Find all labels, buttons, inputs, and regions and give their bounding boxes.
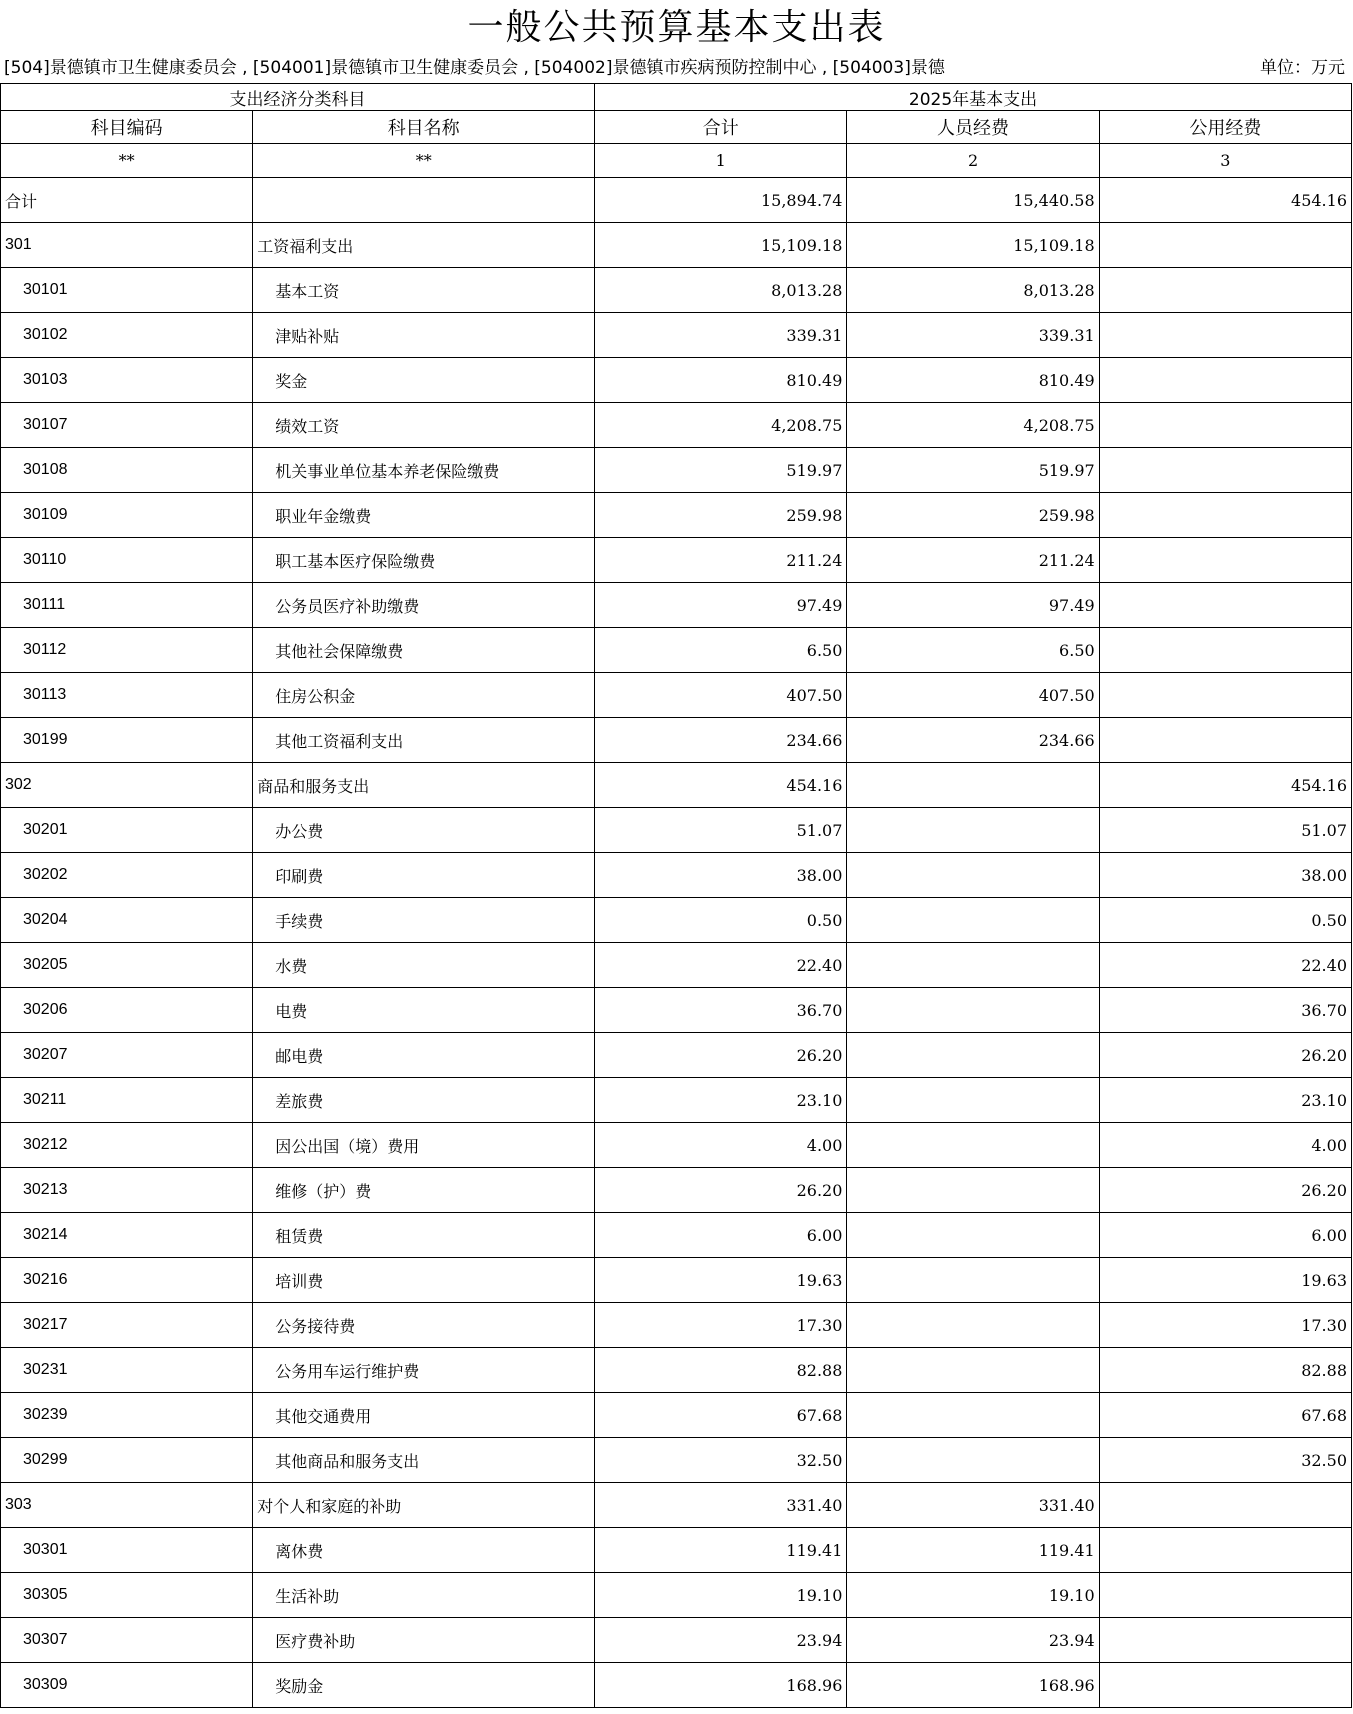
row-personnel xyxy=(847,988,1099,1033)
row-total: 38.00 xyxy=(595,853,847,898)
row-personnel: 19.10 xyxy=(847,1573,1099,1618)
row-total: 26.20 xyxy=(595,1033,847,1078)
table-body xyxy=(1,178,1352,1708)
row-name: 奖励金 xyxy=(253,1663,595,1708)
table-row xyxy=(1,808,1352,853)
row-public xyxy=(1099,358,1351,403)
row-name: 奖金 xyxy=(253,358,595,403)
row-personnel: 119.41 xyxy=(847,1528,1099,1573)
row-total: 17.30 xyxy=(595,1303,847,1348)
row-code: 30199 xyxy=(1,718,253,763)
row-code: 合计 xyxy=(1,178,253,223)
row-total: 810.49 xyxy=(595,358,847,403)
row-total: 23.94 xyxy=(595,1618,847,1663)
row-personnel: 15,109.18 xyxy=(847,223,1099,268)
row-public xyxy=(1099,1663,1351,1708)
table-row xyxy=(1,313,1352,358)
row-total: 4.00 xyxy=(595,1123,847,1168)
row-total: 331.40 xyxy=(595,1483,847,1528)
row-total: 23.10 xyxy=(595,1078,847,1123)
row-public xyxy=(1099,718,1351,763)
table-row xyxy=(1,403,1352,448)
table-row xyxy=(1,988,1352,1033)
header-index-row xyxy=(1,144,1352,178)
row-personnel: 211.24 xyxy=(847,538,1099,583)
row-public: 23.10 xyxy=(1099,1078,1351,1123)
table-row xyxy=(1,1213,1352,1258)
row-name: 医疗费补助 xyxy=(253,1618,595,1663)
row-code: 30112 xyxy=(1,628,253,673)
row-name: 工资福利支出 xyxy=(253,223,595,268)
table-row xyxy=(1,1123,1352,1168)
row-code: 30299 xyxy=(1,1438,253,1483)
row-total: 4,208.75 xyxy=(595,403,847,448)
row-personnel xyxy=(847,1168,1099,1213)
row-code: 30217 xyxy=(1,1303,253,1348)
table-row xyxy=(1,718,1352,763)
row-public: 454.16 xyxy=(1099,178,1351,223)
row-total: 26.20 xyxy=(595,1168,847,1213)
row-code: 30213 xyxy=(1,1168,253,1213)
row-personnel: 23.94 xyxy=(847,1618,1099,1663)
row-public xyxy=(1099,223,1351,268)
row-public: 36.70 xyxy=(1099,988,1351,1033)
row-code: 30204 xyxy=(1,898,253,943)
row-code: 30239 xyxy=(1,1393,253,1438)
row-public: 4.00 xyxy=(1099,1123,1351,1168)
row-code: 30201 xyxy=(1,808,253,853)
row-code: 30211 xyxy=(1,1078,253,1123)
row-public xyxy=(1099,448,1351,493)
header-group-right: 2025年基本支出 xyxy=(595,84,1352,111)
table-row xyxy=(1,1483,1352,1528)
row-personnel: 407.50 xyxy=(847,673,1099,718)
page-title: 一般公共预算基本支出表 xyxy=(467,7,886,48)
row-name: 其他交通费用 xyxy=(253,1393,595,1438)
row-name: 绩效工资 xyxy=(253,403,595,448)
row-name: 邮电费 xyxy=(253,1033,595,1078)
row-name: 公务接待费 xyxy=(253,1303,595,1348)
row-code: 30305 xyxy=(1,1573,253,1618)
row-public xyxy=(1099,583,1351,628)
row-total: 19.10 xyxy=(595,1573,847,1618)
row-code: 30111 xyxy=(1,583,253,628)
table-row xyxy=(1,358,1352,403)
header-group-row xyxy=(1,84,1352,111)
row-code: 30202 xyxy=(1,853,253,898)
row-personnel xyxy=(847,853,1099,898)
table-row xyxy=(1,178,1352,223)
row-name: 生活补助 xyxy=(253,1573,595,1618)
unit-list: [504]景德镇市卫生健康委员会 , [504001]景德镇市卫生健康委员会 , [504002]景德镇市疾病预防控制中心 , [504003]景德 xyxy=(4,58,945,78)
row-name: 公务员医疗补助缴费 xyxy=(253,583,595,628)
row-public: 82.88 xyxy=(1099,1348,1351,1393)
row-public: 22.40 xyxy=(1099,943,1351,988)
table-row xyxy=(1,538,1352,583)
row-public: 0.50 xyxy=(1099,898,1351,943)
row-total: 15,894.74 xyxy=(595,178,847,223)
row-public xyxy=(1099,1483,1351,1528)
table-row xyxy=(1,1258,1352,1303)
row-personnel xyxy=(847,1348,1099,1393)
row-name: 差旅费 xyxy=(253,1078,595,1123)
table-row xyxy=(1,1618,1352,1663)
row-code: 303 xyxy=(1,1483,253,1528)
table-row xyxy=(1,898,1352,943)
table-row xyxy=(1,448,1352,493)
row-code: 30107 xyxy=(1,403,253,448)
row-public xyxy=(1099,628,1351,673)
row-public: 19.63 xyxy=(1099,1258,1351,1303)
header-personnel: 人员经费 xyxy=(847,111,1099,144)
index-name: ** xyxy=(253,144,595,178)
row-personnel: 6.50 xyxy=(847,628,1099,673)
row-code: 30301 xyxy=(1,1528,253,1573)
row-personnel: 4,208.75 xyxy=(847,403,1099,448)
table-row xyxy=(1,1033,1352,1078)
row-public xyxy=(1099,538,1351,583)
row-code: 30102 xyxy=(1,313,253,358)
row-code: 30212 xyxy=(1,1123,253,1168)
row-personnel: 8,013.28 xyxy=(847,268,1099,313)
row-name: 其他商品和服务支出 xyxy=(253,1438,595,1483)
row-personnel: 331.40 xyxy=(847,1483,1099,1528)
row-public xyxy=(1099,268,1351,313)
row-code: 30205 xyxy=(1,943,253,988)
row-public xyxy=(1099,1528,1351,1573)
row-personnel: 168.96 xyxy=(847,1663,1099,1708)
row-total: 8,013.28 xyxy=(595,268,847,313)
row-total: 119.41 xyxy=(595,1528,847,1573)
row-public xyxy=(1099,493,1351,538)
table-row xyxy=(1,583,1352,628)
row-personnel: 519.97 xyxy=(847,448,1099,493)
row-name: 手续费 xyxy=(253,898,595,943)
row-name: 公务用车运行维护费 xyxy=(253,1348,595,1393)
row-personnel: 259.98 xyxy=(847,493,1099,538)
row-code: 30309 xyxy=(1,1663,253,1708)
row-name: 职业年金缴费 xyxy=(253,493,595,538)
table-row xyxy=(1,1663,1352,1708)
row-total: 6.50 xyxy=(595,628,847,673)
budget-table xyxy=(0,83,1352,1708)
row-total: 339.31 xyxy=(595,313,847,358)
row-personnel xyxy=(847,1213,1099,1258)
row-name: 因公出国（境）费用 xyxy=(253,1123,595,1168)
header-code: 科目编码 xyxy=(1,111,253,144)
row-total: 0.50 xyxy=(595,898,847,943)
row-name: 其他工资福利支出 xyxy=(253,718,595,763)
index-code: ** xyxy=(1,144,253,178)
row-name: 其他社会保障缴费 xyxy=(253,628,595,673)
header-name: 科目名称 xyxy=(253,111,595,144)
row-code: 30103 xyxy=(1,358,253,403)
row-code: 30206 xyxy=(1,988,253,1033)
row-personnel: 234.66 xyxy=(847,718,1099,763)
table-row xyxy=(1,673,1352,718)
row-total: 6.00 xyxy=(595,1213,847,1258)
row-total: 22.40 xyxy=(595,943,847,988)
row-personnel xyxy=(847,1258,1099,1303)
row-name: 水费 xyxy=(253,943,595,988)
row-code: 30109 xyxy=(1,493,253,538)
table-row xyxy=(1,853,1352,898)
row-name: 商品和服务支出 xyxy=(253,763,595,808)
row-name: 机关事业单位基本养老保险缴费 xyxy=(253,448,595,493)
table-row xyxy=(1,1528,1352,1573)
row-public xyxy=(1099,673,1351,718)
row-personnel: 810.49 xyxy=(847,358,1099,403)
row-name: 津贴补贴 xyxy=(253,313,595,358)
row-total: 168.96 xyxy=(595,1663,847,1708)
index-public: 3 xyxy=(1099,144,1351,178)
table-row xyxy=(1,1393,1352,1438)
row-personnel xyxy=(847,1123,1099,1168)
row-public xyxy=(1099,1573,1351,1618)
row-total: 519.97 xyxy=(595,448,847,493)
header-group-left: 支出经济分类科目 xyxy=(1,84,595,111)
index-personnel: 2 xyxy=(847,144,1099,178)
row-code: 30110 xyxy=(1,538,253,583)
header-public: 公用经费 xyxy=(1099,111,1351,144)
row-name xyxy=(253,178,595,223)
row-total: 19.63 xyxy=(595,1258,847,1303)
row-total: 97.49 xyxy=(595,583,847,628)
row-name: 维修（护）费 xyxy=(253,1168,595,1213)
row-code: 30113 xyxy=(1,673,253,718)
row-total: 234.66 xyxy=(595,718,847,763)
table-row xyxy=(1,943,1352,988)
row-personnel xyxy=(847,808,1099,853)
row-personnel xyxy=(847,898,1099,943)
header-column-row xyxy=(1,111,1352,144)
table-row xyxy=(1,1348,1352,1393)
row-public: 67.68 xyxy=(1099,1393,1351,1438)
row-personnel xyxy=(847,1438,1099,1483)
row-personnel xyxy=(847,1303,1099,1348)
row-code: 30207 xyxy=(1,1033,253,1078)
row-name: 基本工资 xyxy=(253,268,595,313)
row-total: 67.68 xyxy=(595,1393,847,1438)
row-personnel xyxy=(847,1078,1099,1123)
row-personnel: 15,440.58 xyxy=(847,178,1099,223)
unit-label: 单位：万元 xyxy=(1260,58,1345,78)
row-total: 407.50 xyxy=(595,673,847,718)
row-public: 26.20 xyxy=(1099,1033,1351,1078)
table-row xyxy=(1,1078,1352,1123)
table-row xyxy=(1,1438,1352,1483)
row-public xyxy=(1099,403,1351,448)
row-name: 租赁费 xyxy=(253,1213,595,1258)
table-row xyxy=(1,1303,1352,1348)
row-code: 30307 xyxy=(1,1618,253,1663)
row-name: 办公费 xyxy=(253,808,595,853)
table-row xyxy=(1,223,1352,268)
row-name: 职工基本医疗保险缴费 xyxy=(253,538,595,583)
row-total: 51.07 xyxy=(595,808,847,853)
row-name: 印刷费 xyxy=(253,853,595,898)
row-total: 32.50 xyxy=(595,1438,847,1483)
row-public: 26.20 xyxy=(1099,1168,1351,1213)
row-code: 30214 xyxy=(1,1213,253,1258)
row-code: 302 xyxy=(1,763,253,808)
row-name: 住房公积金 xyxy=(253,673,595,718)
row-code: 30216 xyxy=(1,1258,253,1303)
row-public: 454.16 xyxy=(1099,763,1351,808)
row-total: 36.70 xyxy=(595,988,847,1033)
table-row xyxy=(1,763,1352,808)
row-public xyxy=(1099,313,1351,358)
index-total: 1 xyxy=(595,144,847,178)
row-code: 30108 xyxy=(1,448,253,493)
row-total: 259.98 xyxy=(595,493,847,538)
row-personnel xyxy=(847,943,1099,988)
row-public: 6.00 xyxy=(1099,1213,1351,1258)
table-row xyxy=(1,1573,1352,1618)
table-row xyxy=(1,493,1352,538)
row-public: 38.00 xyxy=(1099,853,1351,898)
row-personnel xyxy=(847,1033,1099,1078)
row-personnel xyxy=(847,1393,1099,1438)
row-name: 电费 xyxy=(253,988,595,1033)
table-row xyxy=(1,1168,1352,1213)
table-row xyxy=(1,268,1352,313)
row-personnel: 339.31 xyxy=(847,313,1099,358)
row-code: 301 xyxy=(1,223,253,268)
row-public: 17.30 xyxy=(1099,1303,1351,1348)
row-code: 30101 xyxy=(1,268,253,313)
row-total: 211.24 xyxy=(595,538,847,583)
row-total: 82.88 xyxy=(595,1348,847,1393)
table-row xyxy=(1,628,1352,673)
row-public: 32.50 xyxy=(1099,1438,1351,1483)
row-name: 离休费 xyxy=(253,1528,595,1573)
row-personnel: 97.49 xyxy=(847,583,1099,628)
row-total: 454.16 xyxy=(595,763,847,808)
row-public xyxy=(1099,1618,1351,1663)
row-total: 15,109.18 xyxy=(595,223,847,268)
row-name: 对个人和家庭的补助 xyxy=(253,1483,595,1528)
row-public: 51.07 xyxy=(1099,808,1351,853)
row-personnel xyxy=(847,763,1099,808)
row-name: 培训费 xyxy=(253,1258,595,1303)
header-total: 合计 xyxy=(595,111,847,144)
row-code: 30231 xyxy=(1,1348,253,1393)
